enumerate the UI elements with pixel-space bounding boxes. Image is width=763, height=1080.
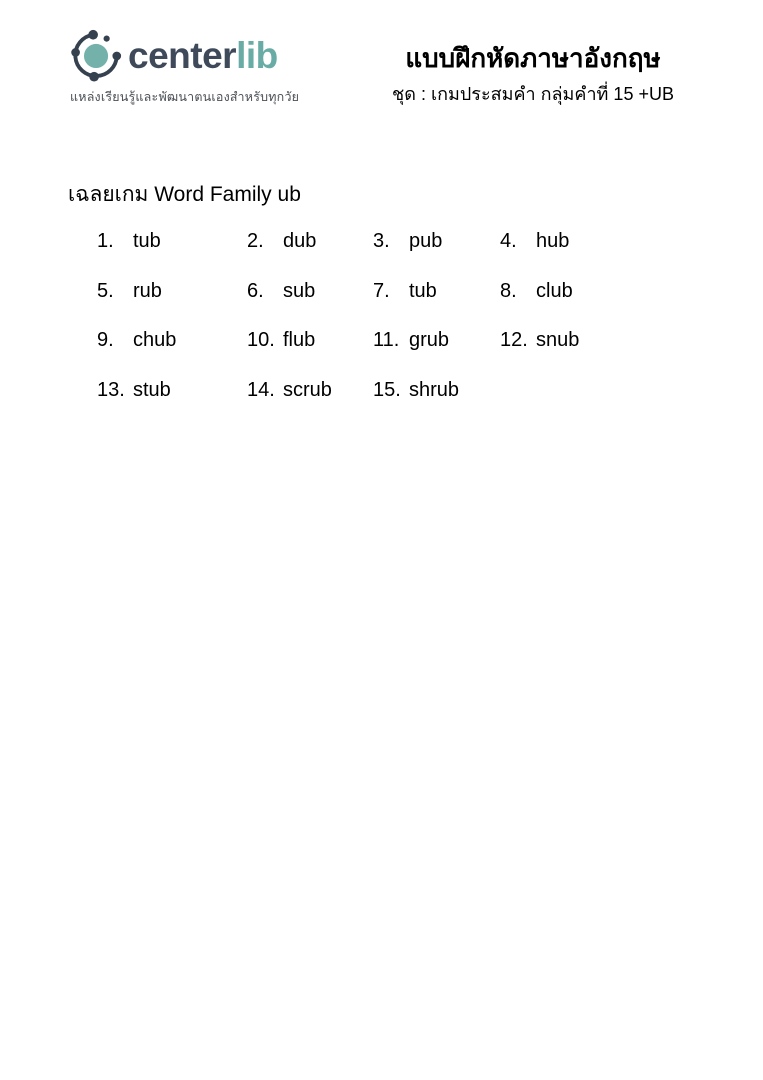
answer-number: 12. xyxy=(500,329,528,351)
answer-item xyxy=(247,228,373,278)
centerlib-logo-icon xyxy=(70,26,124,84)
answer-item xyxy=(373,327,500,377)
answer-word: pub xyxy=(409,230,443,252)
answer-item xyxy=(97,278,247,328)
answer-word: hub xyxy=(536,230,570,252)
logo-wordmark xyxy=(128,34,278,76)
answer-number: 2. xyxy=(247,230,264,252)
answer-number: 1. xyxy=(97,230,114,252)
answers-grid xyxy=(97,228,697,426)
answer-item xyxy=(97,327,247,377)
answer-word: snub xyxy=(536,329,580,351)
answer-item xyxy=(373,228,500,278)
document-subtitle: ชุด : เกมประสมคำ กลุ่มคำที่ 15 +UB xyxy=(392,83,674,104)
logo-tagline: แหล่งเรียนรู้และพัฒนาตนเองสำหรับทุกวัย xyxy=(70,90,300,104)
answer-number: 11. xyxy=(373,329,400,351)
title-block xyxy=(363,42,703,108)
answer-item xyxy=(500,327,650,377)
answer-word: tub xyxy=(133,230,161,252)
answer-word: scrub xyxy=(283,378,332,401)
logo xyxy=(70,26,300,107)
answer-number: 6. xyxy=(247,279,264,302)
answer-item xyxy=(97,228,247,278)
answer-item xyxy=(247,278,373,328)
answer-number: 5. xyxy=(97,279,114,302)
answer-word: tub xyxy=(409,279,437,302)
answer-word: shrub xyxy=(409,378,460,401)
answer-word: chub xyxy=(133,329,177,351)
answer-number: 9. xyxy=(97,329,114,351)
answer-word: flub xyxy=(283,329,316,351)
answer-number: 8. xyxy=(500,279,517,302)
answer-number: 15. xyxy=(373,378,401,401)
answer-word: sub xyxy=(283,279,316,302)
answer-number: 3. xyxy=(373,230,390,252)
logo-wordmark-center: center xyxy=(128,34,237,76)
document-title: แบบฝึกหัดภาษาอังกฤษ xyxy=(405,43,661,73)
answer-item xyxy=(500,278,650,328)
answer-word: stub xyxy=(133,378,171,401)
answer-number: 13. xyxy=(97,378,125,401)
answer-item xyxy=(373,377,500,427)
answer-number: 7. xyxy=(373,279,390,302)
answer-key-heading: เฉลยเกม Word Family ub xyxy=(68,183,301,206)
answer-item xyxy=(247,377,373,427)
answer-word: rub xyxy=(133,279,162,302)
answer-word: dub xyxy=(283,230,317,252)
answer-word: grub xyxy=(409,329,450,351)
answer-item xyxy=(97,377,247,427)
answer-item xyxy=(500,228,650,278)
answer-number: 14. xyxy=(247,378,275,401)
answer-item xyxy=(247,327,373,377)
logo-wordmark-lib: lib xyxy=(236,34,278,76)
answer-item xyxy=(373,278,500,328)
answer-word: club xyxy=(536,279,573,302)
answer-number: 4. xyxy=(500,230,517,252)
answer-number: 10. xyxy=(247,329,275,351)
